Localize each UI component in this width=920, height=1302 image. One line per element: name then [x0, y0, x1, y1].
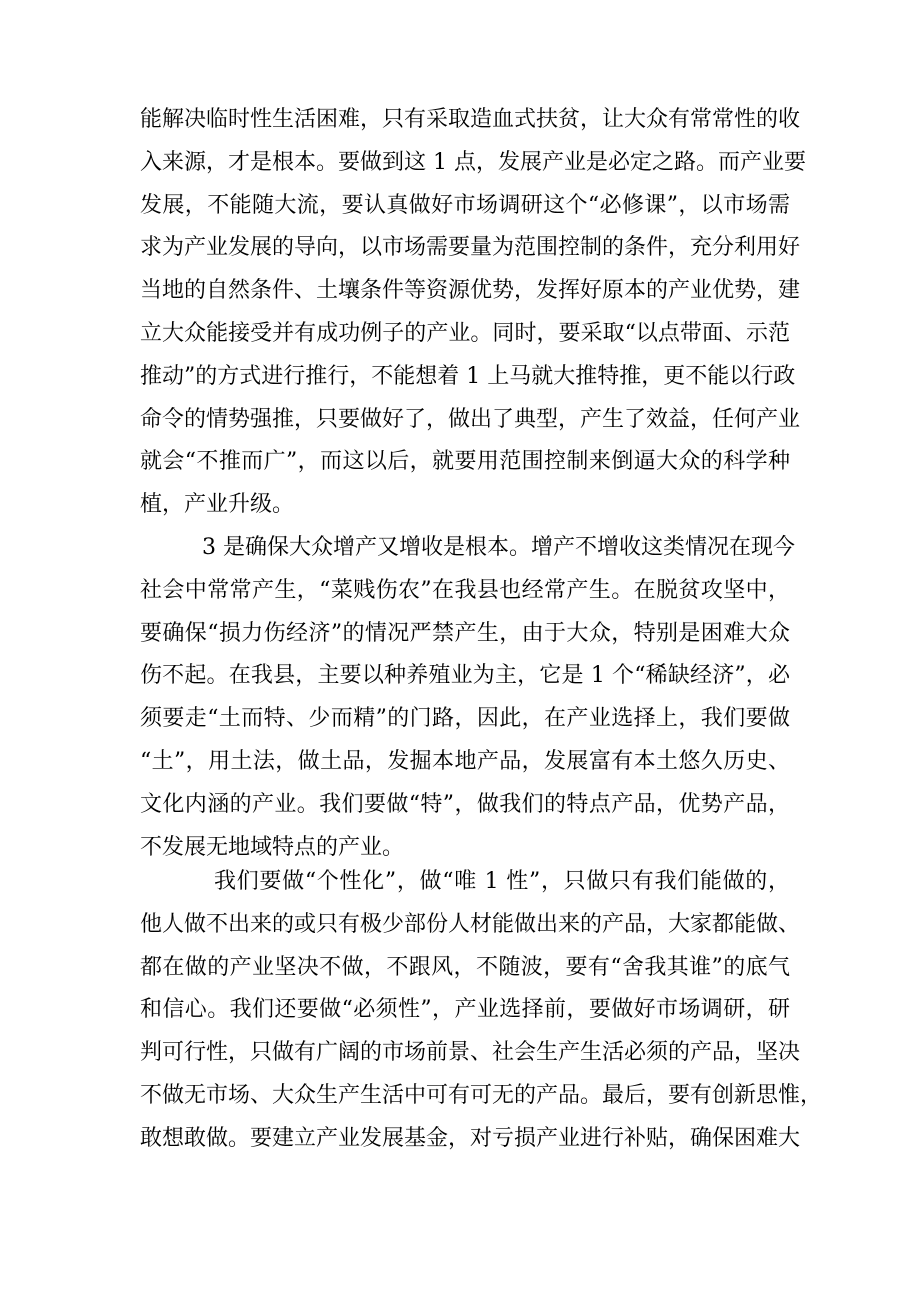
- paragraph-line: 伤不起。在我县，主要以种养殖业为主，它是 1 个“稀缺经济”，必: [140, 663, 790, 689]
- paragraph-line: 要确保“损力伤经济”的情况严禁产生，由于大众，特别是困难大众: [140, 620, 790, 646]
- paragraph-line: 不做无市场、大众生产生活中可有可无的产品。最后，要有创新思惟，: [140, 1083, 823, 1108]
- paragraph-line: 入来源，才是根本。要做到这 1 点，发展产业是必定之路。而产业要: [140, 149, 806, 175]
- paragraph-line: 发展，不能随大流，要认真做好市场调研这个“必修课”，以市场需: [140, 192, 790, 218]
- paragraph-line: 文化内涵的产业。我们要做“特”，做我们的特点产品，优势产品，: [140, 791, 790, 817]
- paragraph-line: 就会“不推而广”，而这以后，就要用范围控制来倒逼大众的科学种: [140, 449, 790, 475]
- paragraph-line: 和信心。我们还要做“必须性”，产业选择前，要做好市场调研，研: [140, 997, 790, 1023]
- paragraph-line: 3 是确保大众增产又增收是根本。增产不增收这类情况在现今: [202, 535, 795, 560]
- paragraph-line: 都在做的产业坚决不做，不跟风，不随波，要有“舍我其谁”的底气: [140, 954, 790, 980]
- paragraph-line: 我们要做“个性化”，做“唯 1 性”，只做只有我们能做的，: [214, 869, 790, 894]
- paragraph-line: 他人做不出来的或只有极少部份人材能做出来的产品，大家都能做、: [140, 911, 801, 937]
- paragraph-line: 能解决临时性生活困难，只有采取造血式扶贫，让大众有常常性的收: [140, 107, 801, 132]
- paragraph-line: 推动”的方式进行推行，不能想着 1 上马就大推特推，更不能以行政: [140, 363, 796, 389]
- paragraph-line: 立大众能接受并有成功例子的产业。同时，要采取“以点带面、示范: [140, 321, 790, 346]
- paragraph-line: 求为产业发展的导向，以市场需要量为范围控制的条件，充分利用好: [140, 235, 801, 261]
- paragraph-line: 判可行性，只做有广阔的市场前景、社会生产生活必须的产品，坚决: [140, 1040, 801, 1066]
- paragraph-line: 不发展无地域特点的产业。: [140, 834, 405, 860]
- paragraph-line: 须要走“土而特、少而精”的门路，因此，在产业选择上，我们要做: [140, 706, 790, 732]
- paragraph-line: 敢想敢做。要建立产业发展基金，对亏损产业进行补贴，确保困难大: [140, 1125, 801, 1151]
- paragraph-line: 社会中常常产生，“菜贱伤农”在我县也经常产生。在脱贫攻坚中，: [140, 577, 790, 603]
- paragraph-line: “土”，用土法，做土品，发掘本地产品，发展富有本土悠久历史、: [140, 749, 790, 774]
- paragraph-line: 植，产业升级。: [140, 492, 295, 518]
- paragraph-line: 当地的自然条件、土壤条件等资源优势，发挥好原本的产业优势，建: [140, 278, 801, 304]
- paragraph-line: 命令的情势强推，只要做好了，做出了典型，产生了效益，任何产业: [140, 406, 801, 432]
